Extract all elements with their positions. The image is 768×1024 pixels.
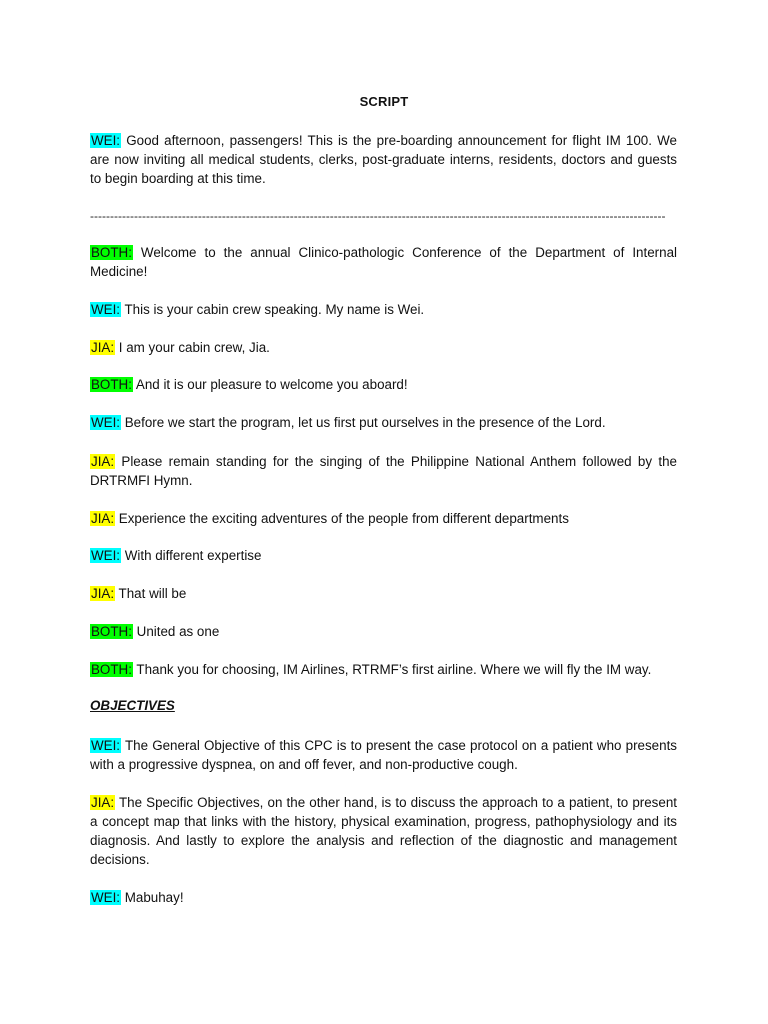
line-text: Mabuhay! (121, 890, 184, 905)
speaker-label: BOTH: (91, 624, 132, 639)
script-line (90, 452, 677, 490)
line-text: Thank you for choosing, IM Airlines, RTRMF’s first airline. Where we will fly the IM way. (132, 662, 652, 677)
script-line (90, 660, 677, 679)
line-text: And it is our pleasure to welcome you aboard! (132, 377, 408, 392)
script-line (90, 888, 677, 907)
script-line (90, 338, 677, 357)
line-text: The Specific Objectives, on the other hand, is to discuss the approach to a patient, to present a concept map that links with the history, physical examination, progress, pathophysiology and its diagnosis. And lastly to explore the analysis and reflection of the diagnostic and management decisions. (90, 795, 677, 867)
script-line (90, 793, 677, 869)
objectives-heading: OBJECTIVES (90, 698, 175, 713)
speaker-label: WEI: (91, 738, 121, 753)
line-text: Experience the exciting adventures of the people from different departments (115, 511, 569, 526)
line-text: With different expertise (121, 548, 262, 563)
speaker-label: WEI: (91, 548, 121, 563)
speaker-label: JIA: (91, 454, 115, 469)
script-line (90, 622, 677, 641)
speaker-label: JIA: (91, 795, 115, 810)
script-line (90, 300, 677, 319)
script-line (90, 243, 677, 281)
script-line (90, 584, 677, 603)
line-text: That will be (115, 586, 187, 601)
script-line (90, 736, 677, 774)
speaker-label: JIA: (91, 511, 115, 526)
speaker-label: WEI: (91, 415, 121, 430)
line-text: United as one (132, 624, 220, 639)
speaker-label: JIA: (91, 586, 115, 601)
speaker-label: JIA: (91, 340, 115, 355)
line-text: Please remain standing for the singing of the Philippine National Anthem followed by the DRTRMFI Hymn. (90, 454, 677, 488)
script-line (90, 546, 677, 565)
script-line (90, 375, 677, 394)
line-text: Before we start the program, let us first put ourselves in the presence of the Lord. (121, 415, 606, 430)
speaker-label: WEI: (91, 133, 121, 148)
line-text: I am your cabin crew, Jia. (115, 340, 270, 355)
speaker-label: BOTH: (91, 245, 132, 260)
script-line (90, 509, 677, 528)
line-text: The General Objective of this CPC is to present the case protocol on a patient who presents with a progressive dyspnea, on and off fever, and non-productive cough. (90, 738, 677, 772)
script-line (90, 413, 677, 432)
line-text: Welcome to the annual Clinico-pathologic Conference of the Department of Internal Medicine! (90, 245, 677, 279)
line-text: This is your cabin crew speaking. My name is Wei. (121, 302, 425, 317)
script-line (90, 131, 677, 188)
line-text: Good afternoon, passengers! This is the pre-boarding announcement for flight IM 100. We are now inviting all medical students, clerks, post-graduate interns, residents, doctors and guests to begin boarding at this time. (90, 133, 677, 186)
speaker-label: BOTH: (91, 662, 132, 677)
document-title: SCRIPT (359, 94, 409, 109)
speaker-label: BOTH: (91, 377, 132, 392)
speaker-label: WEI: (91, 890, 121, 905)
section-divider: ------------------------------------------------------------------------------------------------------------------------------------------------ (90, 209, 666, 223)
speaker-label: WEI: (91, 302, 121, 317)
